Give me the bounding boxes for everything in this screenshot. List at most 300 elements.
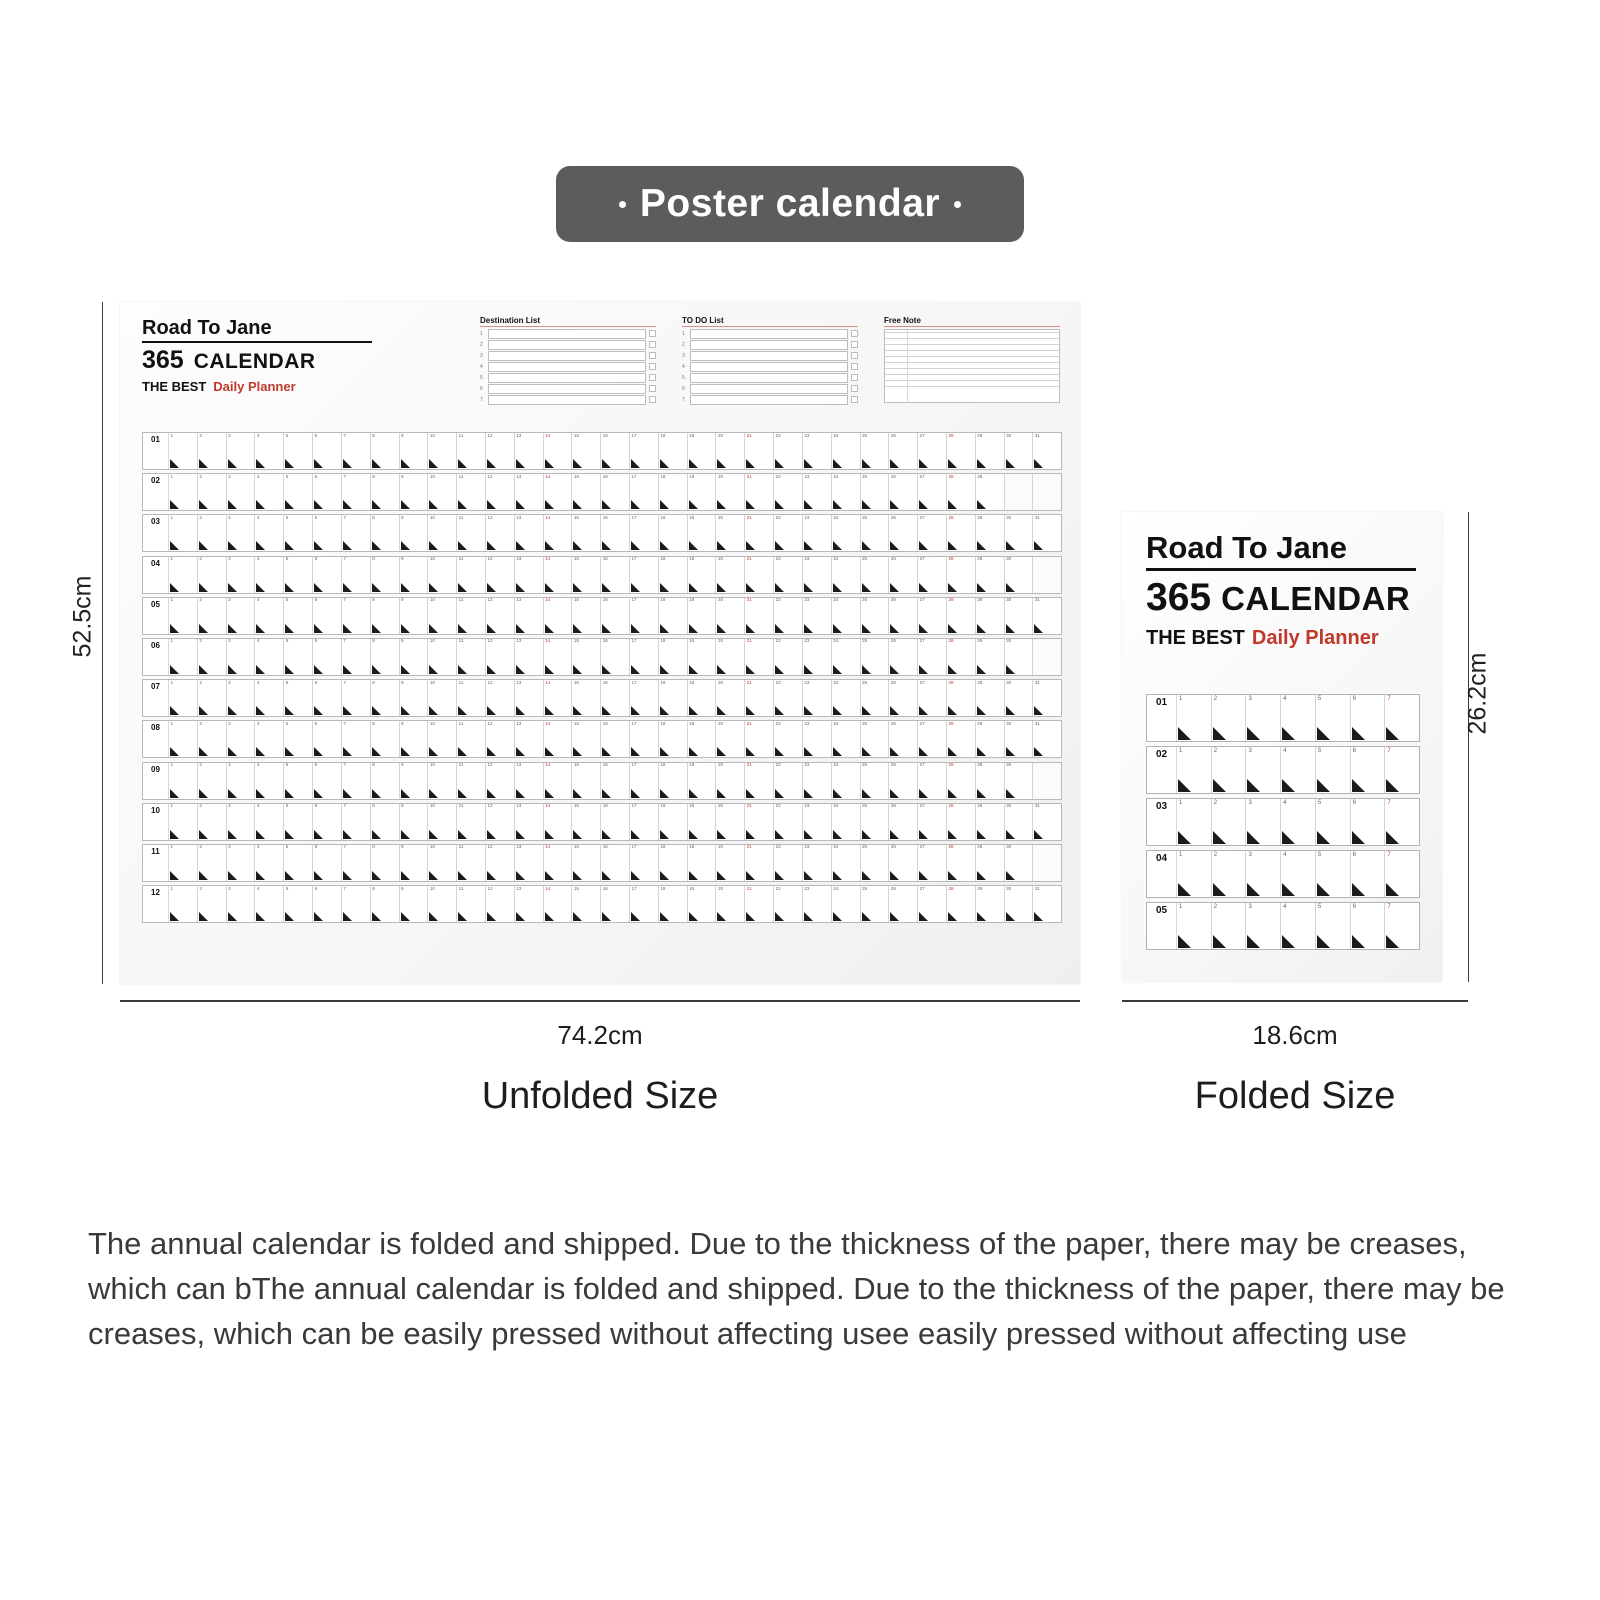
day-cell[interactable] bbox=[1005, 680, 1034, 716]
day-cell[interactable] bbox=[515, 598, 544, 634]
list-row-checkbox[interactable] bbox=[649, 352, 656, 359]
day-cell[interactable] bbox=[515, 515, 544, 551]
day-cell[interactable] bbox=[1005, 763, 1034, 799]
day-cell[interactable] bbox=[486, 557, 515, 593]
day-cell[interactable] bbox=[284, 886, 313, 922]
day-cell[interactable] bbox=[745, 804, 774, 840]
day-cell[interactable] bbox=[1005, 804, 1034, 840]
day-cell[interactable] bbox=[255, 433, 284, 469]
day-cell[interactable] bbox=[947, 433, 976, 469]
day-cell[interactable] bbox=[371, 598, 400, 634]
day-cell[interactable] bbox=[169, 557, 198, 593]
day-cell[interactable] bbox=[1212, 695, 1247, 741]
day-cell[interactable] bbox=[284, 680, 313, 716]
day-cell[interactable] bbox=[371, 474, 400, 510]
day-cell[interactable] bbox=[515, 557, 544, 593]
day-cell[interactable] bbox=[947, 886, 976, 922]
list-row-field[interactable] bbox=[690, 329, 848, 339]
day-cell[interactable] bbox=[861, 804, 890, 840]
day-cell[interactable] bbox=[544, 680, 573, 716]
day-cell[interactable] bbox=[1005, 721, 1034, 757]
day-cell[interactable] bbox=[457, 763, 486, 799]
list-row-field[interactable] bbox=[690, 362, 848, 372]
day-cell[interactable] bbox=[918, 886, 947, 922]
day-cell[interactable] bbox=[861, 515, 890, 551]
day-cell[interactable] bbox=[544, 886, 573, 922]
day-cell[interactable] bbox=[544, 598, 573, 634]
day-cell[interactable] bbox=[803, 639, 832, 675]
day-cell[interactable] bbox=[688, 433, 717, 469]
day-cell[interactable] bbox=[832, 721, 861, 757]
day-cell[interactable] bbox=[716, 433, 745, 469]
list-row-field[interactable] bbox=[488, 384, 646, 394]
day-cell[interactable] bbox=[803, 845, 832, 881]
day-cell[interactable] bbox=[601, 804, 630, 840]
day-cell[interactable] bbox=[1351, 851, 1386, 897]
day-cell[interactable] bbox=[976, 557, 1005, 593]
day-cell[interactable] bbox=[515, 845, 544, 881]
day-cell[interactable] bbox=[745, 721, 774, 757]
day-cell[interactable] bbox=[688, 721, 717, 757]
day-cell[interactable] bbox=[1316, 903, 1351, 949]
day-cell[interactable] bbox=[601, 886, 630, 922]
day-cell[interactable] bbox=[630, 680, 659, 716]
day-cell[interactable] bbox=[630, 763, 659, 799]
list-row-checkbox[interactable] bbox=[649, 385, 656, 392]
day-cell[interactable] bbox=[803, 474, 832, 510]
day-cell[interactable] bbox=[227, 886, 256, 922]
day-cell[interactable] bbox=[313, 515, 342, 551]
day-cell[interactable] bbox=[601, 845, 630, 881]
day-cell[interactable] bbox=[198, 474, 227, 510]
day-cell[interactable] bbox=[918, 515, 947, 551]
day-cell[interactable] bbox=[832, 598, 861, 634]
day-cell[interactable] bbox=[342, 763, 371, 799]
day-cell[interactable] bbox=[688, 639, 717, 675]
day-cell[interactable] bbox=[400, 763, 429, 799]
day-cell[interactable] bbox=[976, 474, 1005, 510]
day-cell[interactable] bbox=[486, 763, 515, 799]
day-cell[interactable] bbox=[371, 515, 400, 551]
day-cell[interactable] bbox=[572, 721, 601, 757]
day-cell[interactable] bbox=[803, 721, 832, 757]
day-cell[interactable] bbox=[889, 680, 918, 716]
day-cell[interactable] bbox=[313, 433, 342, 469]
day-cell[interactable] bbox=[371, 433, 400, 469]
day-cell[interactable] bbox=[428, 886, 457, 922]
day-cell[interactable] bbox=[1005, 598, 1034, 634]
day-cell[interactable] bbox=[169, 886, 198, 922]
day-cell[interactable] bbox=[745, 845, 774, 881]
day-cell[interactable] bbox=[774, 639, 803, 675]
day-cell[interactable] bbox=[1212, 799, 1247, 845]
day-cell[interactable] bbox=[947, 557, 976, 593]
day-cell[interactable] bbox=[1212, 851, 1247, 897]
list-row-field[interactable] bbox=[488, 373, 646, 383]
day-cell[interactable] bbox=[255, 763, 284, 799]
day-cell[interactable] bbox=[832, 680, 861, 716]
day-cell[interactable] bbox=[457, 598, 486, 634]
day-cell[interactable] bbox=[572, 557, 601, 593]
day-cell[interactable] bbox=[601, 474, 630, 510]
day-cell[interactable] bbox=[400, 845, 429, 881]
day-cell[interactable] bbox=[428, 845, 457, 881]
day-cell[interactable] bbox=[688, 598, 717, 634]
day-cell[interactable] bbox=[1005, 557, 1034, 593]
day-cell[interactable] bbox=[889, 721, 918, 757]
day-cell[interactable] bbox=[1246, 747, 1281, 793]
day-cell[interactable] bbox=[198, 515, 227, 551]
day-cell[interactable] bbox=[918, 763, 947, 799]
day-cell[interactable] bbox=[400, 721, 429, 757]
day-cell[interactable] bbox=[544, 763, 573, 799]
day-cell[interactable] bbox=[716, 804, 745, 840]
day-cell[interactable] bbox=[716, 515, 745, 551]
day-cell[interactable] bbox=[342, 515, 371, 551]
day-cell[interactable] bbox=[688, 474, 717, 510]
day-cell[interactable] bbox=[1246, 903, 1281, 949]
day-cell[interactable] bbox=[169, 763, 198, 799]
day-cell[interactable] bbox=[428, 474, 457, 510]
day-cell[interactable] bbox=[601, 557, 630, 593]
day-cell[interactable] bbox=[1316, 695, 1351, 741]
day-cell[interactable] bbox=[1005, 515, 1034, 551]
day-cell[interactable] bbox=[659, 763, 688, 799]
day-cell[interactable] bbox=[716, 721, 745, 757]
day-cell[interactable] bbox=[832, 474, 861, 510]
day-cell[interactable] bbox=[861, 557, 890, 593]
day-cell[interactable] bbox=[486, 804, 515, 840]
day-cell[interactable] bbox=[947, 515, 976, 551]
day-cell[interactable] bbox=[688, 680, 717, 716]
day-cell[interactable] bbox=[889, 639, 918, 675]
day-cell[interactable] bbox=[803, 598, 832, 634]
day-cell[interactable] bbox=[976, 680, 1005, 716]
day-cell[interactable] bbox=[832, 886, 861, 922]
day-cell[interactable] bbox=[774, 680, 803, 716]
day-cell[interactable] bbox=[198, 598, 227, 634]
day-cell[interactable] bbox=[1316, 799, 1351, 845]
day-cell[interactable] bbox=[688, 804, 717, 840]
day-cell[interactable] bbox=[918, 845, 947, 881]
day-cell[interactable] bbox=[659, 845, 688, 881]
day-cell[interactable] bbox=[572, 639, 601, 675]
day-cell[interactable] bbox=[659, 721, 688, 757]
day-cell[interactable] bbox=[947, 763, 976, 799]
day-cell[interactable] bbox=[716, 639, 745, 675]
day-cell[interactable] bbox=[515, 433, 544, 469]
list-row-checkbox[interactable] bbox=[851, 374, 858, 381]
day-cell[interactable] bbox=[774, 886, 803, 922]
day-cell[interactable] bbox=[457, 557, 486, 593]
day-cell[interactable] bbox=[659, 886, 688, 922]
day-cell[interactable] bbox=[1246, 695, 1281, 741]
day-cell[interactable] bbox=[601, 433, 630, 469]
day-cell[interactable] bbox=[227, 804, 256, 840]
day-cell[interactable] bbox=[371, 680, 400, 716]
day-cell[interactable] bbox=[659, 598, 688, 634]
day-cell[interactable] bbox=[832, 557, 861, 593]
day-cell[interactable] bbox=[630, 639, 659, 675]
list-row-checkbox[interactable] bbox=[851, 341, 858, 348]
day-cell[interactable] bbox=[889, 557, 918, 593]
day-cell[interactable] bbox=[284, 515, 313, 551]
day-cell[interactable] bbox=[313, 680, 342, 716]
day-cell[interactable] bbox=[544, 721, 573, 757]
day-cell[interactable] bbox=[659, 639, 688, 675]
day-cell[interactable] bbox=[342, 557, 371, 593]
day-cell[interactable] bbox=[1177, 747, 1212, 793]
day-cell[interactable] bbox=[255, 515, 284, 551]
day-cell[interactable] bbox=[630, 804, 659, 840]
day-cell[interactable] bbox=[601, 680, 630, 716]
day-cell[interactable] bbox=[255, 474, 284, 510]
list-row-field[interactable] bbox=[690, 384, 848, 394]
day-cell[interactable] bbox=[832, 639, 861, 675]
day-cell[interactable] bbox=[284, 721, 313, 757]
day-cell[interactable] bbox=[1385, 695, 1419, 741]
day-cell[interactable] bbox=[169, 680, 198, 716]
day-cell[interactable] bbox=[227, 680, 256, 716]
day-cell[interactable] bbox=[947, 639, 976, 675]
day-cell[interactable] bbox=[745, 433, 774, 469]
day-cell[interactable] bbox=[198, 557, 227, 593]
day-cell[interactable] bbox=[515, 804, 544, 840]
day-cell[interactable] bbox=[918, 474, 947, 510]
day-cell[interactable] bbox=[428, 557, 457, 593]
day-cell[interactable] bbox=[400, 804, 429, 840]
day-cell[interactable] bbox=[659, 680, 688, 716]
day-cell[interactable] bbox=[601, 639, 630, 675]
day-cell[interactable] bbox=[255, 886, 284, 922]
day-cell[interactable] bbox=[486, 433, 515, 469]
day-cell[interactable] bbox=[544, 474, 573, 510]
day-cell[interactable] bbox=[774, 557, 803, 593]
day-cell[interactable] bbox=[1033, 639, 1061, 675]
day-cell[interactable] bbox=[227, 763, 256, 799]
day-cell[interactable] bbox=[428, 515, 457, 551]
day-cell[interactable] bbox=[745, 639, 774, 675]
day-cell[interactable] bbox=[486, 721, 515, 757]
day-cell[interactable] bbox=[169, 474, 198, 510]
day-cell[interactable] bbox=[486, 886, 515, 922]
day-cell[interactable] bbox=[255, 721, 284, 757]
day-cell[interactable] bbox=[313, 886, 342, 922]
day-cell[interactable] bbox=[832, 845, 861, 881]
day-cell[interactable] bbox=[515, 886, 544, 922]
day-cell[interactable] bbox=[198, 886, 227, 922]
day-cell[interactable] bbox=[342, 433, 371, 469]
day-cell[interactable] bbox=[1033, 515, 1061, 551]
day-cell[interactable] bbox=[861, 433, 890, 469]
day-cell[interactable] bbox=[947, 598, 976, 634]
day-cell[interactable] bbox=[1316, 851, 1351, 897]
day-cell[interactable] bbox=[947, 721, 976, 757]
day-cell[interactable] bbox=[601, 721, 630, 757]
list-row-checkbox[interactable] bbox=[649, 341, 656, 348]
day-cell[interactable] bbox=[371, 886, 400, 922]
day-cell[interactable] bbox=[803, 680, 832, 716]
day-cell[interactable] bbox=[400, 515, 429, 551]
day-cell[interactable] bbox=[630, 598, 659, 634]
day-cell[interactable] bbox=[918, 804, 947, 840]
day-cell[interactable] bbox=[889, 433, 918, 469]
day-cell[interactable] bbox=[1033, 474, 1061, 510]
day-cell[interactable] bbox=[1005, 639, 1034, 675]
day-cell[interactable] bbox=[659, 433, 688, 469]
day-cell[interactable] bbox=[227, 433, 256, 469]
day-cell[interactable] bbox=[198, 845, 227, 881]
day-cell[interactable] bbox=[630, 557, 659, 593]
day-cell[interactable] bbox=[572, 804, 601, 840]
day-cell[interactable] bbox=[255, 639, 284, 675]
day-cell[interactable] bbox=[976, 721, 1005, 757]
day-cell[interactable] bbox=[659, 557, 688, 593]
day-cell[interactable] bbox=[745, 515, 774, 551]
day-cell[interactable] bbox=[976, 886, 1005, 922]
day-cell[interactable] bbox=[457, 845, 486, 881]
day-cell[interactable] bbox=[198, 433, 227, 469]
day-cell[interactable] bbox=[284, 557, 313, 593]
day-cell[interactable] bbox=[774, 804, 803, 840]
day-cell[interactable] bbox=[1212, 747, 1247, 793]
day-cell[interactable] bbox=[169, 804, 198, 840]
day-cell[interactable] bbox=[227, 474, 256, 510]
day-cell[interactable] bbox=[342, 474, 371, 510]
day-cell[interactable] bbox=[918, 721, 947, 757]
day-cell[interactable] bbox=[630, 474, 659, 510]
day-cell[interactable] bbox=[428, 721, 457, 757]
day-cell[interactable] bbox=[745, 680, 774, 716]
day-cell[interactable] bbox=[832, 433, 861, 469]
list-row-field[interactable] bbox=[690, 340, 848, 350]
list-row-field[interactable] bbox=[690, 373, 848, 383]
day-cell[interactable] bbox=[976, 639, 1005, 675]
day-cell[interactable] bbox=[284, 804, 313, 840]
day-cell[interactable] bbox=[342, 721, 371, 757]
day-cell[interactable] bbox=[774, 515, 803, 551]
day-cell[interactable] bbox=[255, 845, 284, 881]
day-cell[interactable] bbox=[1005, 886, 1034, 922]
day-cell[interactable] bbox=[774, 598, 803, 634]
list-row-field[interactable] bbox=[488, 351, 646, 361]
day-cell[interactable] bbox=[1351, 695, 1386, 741]
day-cell[interactable] bbox=[1385, 747, 1419, 793]
day-cell[interactable] bbox=[745, 474, 774, 510]
day-cell[interactable] bbox=[774, 763, 803, 799]
day-cell[interactable] bbox=[572, 515, 601, 551]
day-cell[interactable] bbox=[198, 639, 227, 675]
day-cell[interactable] bbox=[342, 845, 371, 881]
day-cell[interactable] bbox=[1351, 903, 1386, 949]
day-cell[interactable] bbox=[1316, 747, 1351, 793]
day-cell[interactable] bbox=[227, 721, 256, 757]
day-cell[interactable] bbox=[457, 680, 486, 716]
day-cell[interactable] bbox=[342, 886, 371, 922]
day-cell[interactable] bbox=[428, 763, 457, 799]
day-cell[interactable] bbox=[486, 680, 515, 716]
day-cell[interactable] bbox=[889, 474, 918, 510]
day-cell[interactable] bbox=[889, 886, 918, 922]
day-cell[interactable] bbox=[515, 474, 544, 510]
list-row-checkbox[interactable] bbox=[851, 363, 858, 370]
day-cell[interactable] bbox=[803, 763, 832, 799]
day-cell[interactable] bbox=[227, 845, 256, 881]
list-row-checkbox[interactable] bbox=[649, 374, 656, 381]
day-cell[interactable] bbox=[1281, 695, 1316, 741]
day-cell[interactable] bbox=[342, 598, 371, 634]
day-cell[interactable] bbox=[486, 639, 515, 675]
day-cell[interactable] bbox=[1033, 886, 1061, 922]
day-cell[interactable] bbox=[572, 598, 601, 634]
day-cell[interactable] bbox=[745, 557, 774, 593]
day-cell[interactable] bbox=[1177, 799, 1212, 845]
day-cell[interactable] bbox=[918, 639, 947, 675]
day-cell[interactable] bbox=[601, 515, 630, 551]
day-cell[interactable] bbox=[918, 598, 947, 634]
day-cell[interactable] bbox=[1385, 799, 1419, 845]
day-cell[interactable] bbox=[1177, 903, 1212, 949]
day-cell[interactable] bbox=[1033, 804, 1061, 840]
day-cell[interactable] bbox=[1351, 799, 1386, 845]
list-row-checkbox[interactable] bbox=[649, 396, 656, 403]
list-row-field[interactable] bbox=[488, 329, 646, 339]
day-cell[interactable] bbox=[1281, 851, 1316, 897]
day-cell[interactable] bbox=[313, 557, 342, 593]
day-cell[interactable] bbox=[457, 433, 486, 469]
day-cell[interactable] bbox=[169, 598, 198, 634]
day-cell[interactable] bbox=[371, 763, 400, 799]
day-cell[interactable] bbox=[716, 845, 745, 881]
day-cell[interactable] bbox=[976, 598, 1005, 634]
day-cell[interactable] bbox=[486, 598, 515, 634]
day-cell[interactable] bbox=[861, 721, 890, 757]
day-cell[interactable] bbox=[630, 845, 659, 881]
day-cell[interactable] bbox=[861, 763, 890, 799]
day-cell[interactable] bbox=[1281, 799, 1316, 845]
day-cell[interactable] bbox=[861, 598, 890, 634]
day-cell[interactable] bbox=[313, 721, 342, 757]
day-cell[interactable] bbox=[716, 474, 745, 510]
day-cell[interactable] bbox=[947, 845, 976, 881]
day-cell[interactable] bbox=[947, 804, 976, 840]
day-cell[interactable] bbox=[572, 763, 601, 799]
day-cell[interactable] bbox=[342, 680, 371, 716]
day-cell[interactable] bbox=[371, 557, 400, 593]
day-cell[interactable] bbox=[515, 763, 544, 799]
day-cell[interactable] bbox=[861, 639, 890, 675]
day-cell[interactable] bbox=[400, 886, 429, 922]
day-cell[interactable] bbox=[1177, 851, 1212, 897]
day-cell[interactable] bbox=[745, 598, 774, 634]
day-cell[interactable] bbox=[889, 845, 918, 881]
day-cell[interactable] bbox=[688, 886, 717, 922]
day-cell[interactable] bbox=[861, 474, 890, 510]
day-cell[interactable] bbox=[1351, 747, 1386, 793]
day-cell[interactable] bbox=[284, 763, 313, 799]
day-cell[interactable] bbox=[688, 557, 717, 593]
day-cell[interactable] bbox=[515, 680, 544, 716]
day-cell[interactable] bbox=[716, 886, 745, 922]
day-cell[interactable] bbox=[428, 804, 457, 840]
list-row-checkbox[interactable] bbox=[851, 330, 858, 337]
day-cell[interactable] bbox=[659, 515, 688, 551]
day-cell[interactable] bbox=[544, 639, 573, 675]
day-cell[interactable] bbox=[832, 515, 861, 551]
day-cell[interactable] bbox=[861, 845, 890, 881]
day-cell[interactable] bbox=[457, 515, 486, 551]
day-cell[interactable] bbox=[198, 804, 227, 840]
